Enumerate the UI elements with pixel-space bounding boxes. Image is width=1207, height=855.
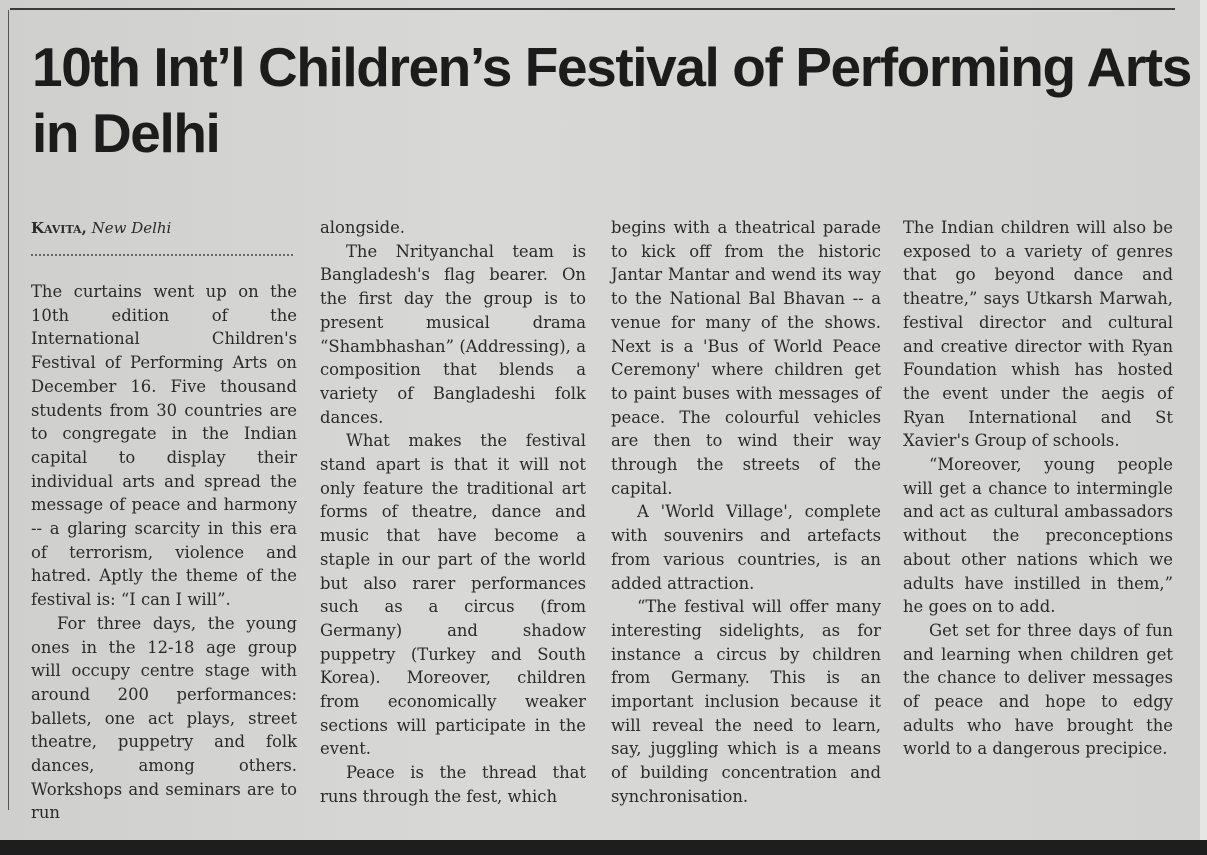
headline: 10th Int’l Children’s Festival of Performing Arts in Delhi	[32, 36, 1191, 164]
byline-place: New Delhi	[91, 219, 172, 237]
paragraph: alongside.	[320, 218, 405, 237]
paragraph: What makes the festival stand apart is that it will not only feature the traditional art forms of theatre, dance and music that have become a staple in our part of the world but also rarer performances such as a circus (from Germany) and shadow puppetry (Turkey and South Korea). Moreover, children from economically weaker sections will participate in the event.	[320, 431, 586, 759]
article-column-4	[903, 216, 1173, 761]
scan-edge-bottom	[0, 840, 1207, 855]
article-column-1	[31, 216, 297, 825]
left-rule	[8, 10, 9, 810]
paragraph: “The festival will offer many interesting sidelights, as for instance a circus by children from Germany. This is an important inclusion because it will reveal the need to learn, say, juggling which is a means of building concentration and synchronisation.	[611, 597, 881, 806]
paragraph: The curtains went up on the 10th edition of the International Children's Festival of Performing Arts on December 16. Five thousand students from 30 countries are to congregate in the Indian capital to display their individual arts and spread the message of peace and harmony -- a glaring scarcity in this era of terrorism, violence and hatred. Aptly the theme of the festival is: “I can I will”.	[31, 282, 297, 610]
paragraph: begins with a theatrical parade to kick off from the historic Jantar Mantar and wend its way to the National Bal Bhavan -- a venue for many of the shows. Next is a 'Bus of World Peace Ceremony' where children get to paint buses with messages of peace. The colourful vehicles are then to wind their way through the streets of the capital.	[611, 218, 881, 498]
scan-edge-right	[1200, 0, 1207, 855]
paragraph: Peace is the thread that runs through the fest, which	[320, 763, 586, 806]
paragraph: A 'World Village', complete with souvenirs and artefacts from various countries, is an added attraction.	[611, 502, 881, 593]
paragraph: The Indian children will also be exposed to a variety of genres that go beyond dance and theatre,” says Utkarsh Marwah, festival director and cultural and creative director with Ryan Foundation whish has hosted the event under the aegis of Ryan International and St Xavier's Group of schools.	[903, 218, 1173, 451]
paragraph: “Moreover, young people will get a chance to intermingle and act as cultural ambassadors without the preconceptions about other nations which we adults have instilled in them,” he goes on to add.	[903, 455, 1173, 617]
article-column-3	[611, 216, 881, 809]
byline-author: Kavita,	[31, 219, 87, 237]
byline	[31, 216, 297, 240]
paragraph: For three days, the young ones in the 12-18 age group will occupy centre stage with around 200 performances: ballets, one act plays, street theatre, puppetry and folk dances, among others. Workshops and seminars are to run	[31, 613, 297, 823]
byline-divider	[31, 254, 293, 256]
paragraph: The Nrityanchal team is Bangladesh's flag bearer. On the first day the group is to present musical drama “Shambhashan” (Addressing), a composition that blends a variety of Bangladeshi folk dances.	[320, 241, 586, 427]
article-column-2	[320, 216, 586, 809]
top-rule	[10, 8, 1175, 10]
paragraph: Get set for three days of fun and learning when children get the chance to deliver messages of peace and hope to edgy adults who have brought the world to a dangerous precipice.	[903, 620, 1173, 759]
